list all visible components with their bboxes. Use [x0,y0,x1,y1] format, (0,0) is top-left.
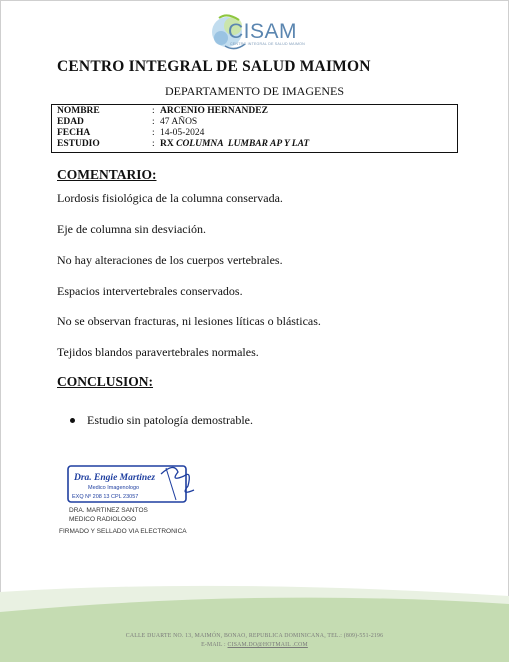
info-colon: : [152,117,155,127]
comentario-line: Tejidos blandos paravertebrales normales. [57,345,259,359]
study-prefix: RX [160,139,177,149]
study-detail: COLUMNA LUMBAR AP Y LAT [176,139,310,149]
bullet-icon [70,418,75,423]
patient-age: 47 AÑOS [160,117,198,127]
signature-stamp-icon [66,460,206,506]
footer-wave-decoration [0,582,509,662]
footer-email-link[interactable]: CISAM.DO@HOTMAIL .COM [227,642,308,648]
department-name: DEPARTAMENTO DE IMAGENES [165,84,344,98]
svg-text:Medico Imagenologo: Medico Imagenologo [88,485,140,491]
logo-subtitle: CENTRO INTEGRAL DE SALUD MAIMON [230,42,305,46]
info-colon: : [152,106,155,116]
comentario-heading: COMENTARIO: [57,167,157,182]
svg-text:Dra. Engie Martinez: Dra. Engie Martinez [74,473,156,483]
footer-email-label: E-MAIL : [201,642,228,648]
info-colon: : [152,128,155,138]
logo-wordmark: CISAM [228,20,298,43]
footer-email-line [0,642,509,648]
signer-title: MEDICO RADIOLOGO [69,516,137,523]
signer-name: DRA. MARTINEZ SANTOS [69,507,148,514]
footer-address: CALLE DUARTE NO. 13, MAIMÓN, BONAO, REPUBLICA DOMINICANA, TEL.: (809)-551-2196 [125,633,384,639]
info-label: EDAD [57,117,84,127]
report-date: 14-05-2024 [160,128,205,138]
study-name [160,139,309,150]
info-label: NOMBRE [57,106,100,116]
svg-text:EXQ Nº 208 13 CPL 23057: EXQ Nº 208 13 CPL 23057 [72,494,139,500]
conclusion-heading: CONCLUSION: [57,374,154,389]
signature-note: FIRMADO Y SELLADO VIA ELECTRONICA [59,528,187,535]
info-label: FECHA [57,128,91,138]
comentario-line: Espacios intervertebrales conservados. [57,284,243,298]
comentario-line: No hay alteraciones de los cuerpos vertebrales. [57,253,283,267]
patient-name: ARCENIO HERNANDEZ [160,106,268,116]
comentario-line: Eje de columna sin desviación. [57,222,206,236]
patient-info-box [51,104,458,153]
comentario-line: Lordosis fisiológica de la columna conservada. [57,191,283,205]
info-label: ESTUDIO [57,139,100,149]
conclusion-text: Estudio sin patología demostrable. [87,413,253,427]
report-title: CENTRO INTEGRAL DE SALUD MAIMON [57,58,371,75]
comentario-line: No se observan fracturas, ni lesiones líticas o blásticas. [57,314,321,328]
info-colon: : [152,139,155,149]
